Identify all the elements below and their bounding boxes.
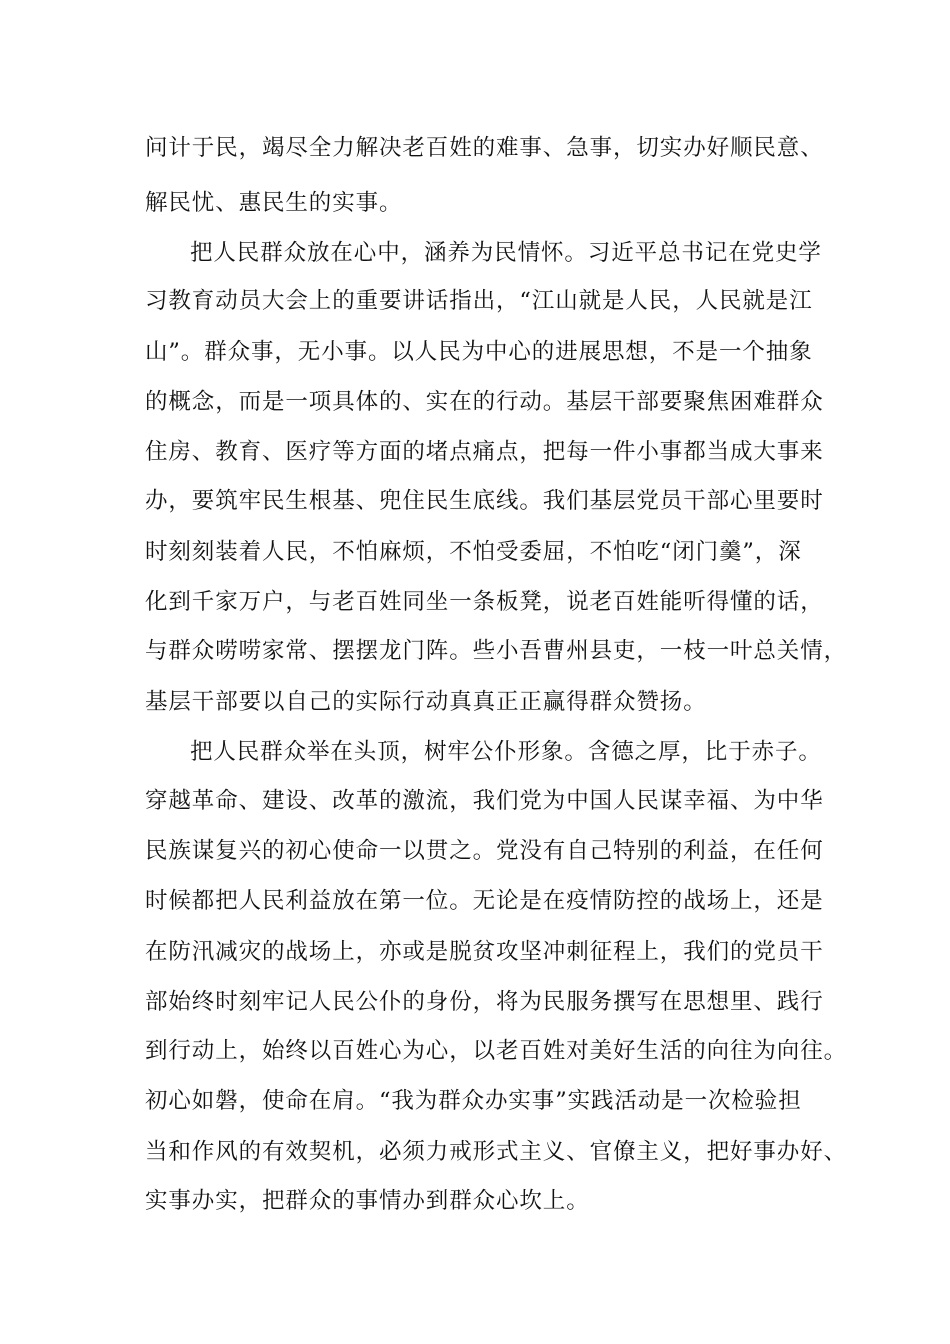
text-line: 住房、教育、医疗等方面的堵点痛点，把每一件小事都当成大事来 — [145, 439, 824, 465]
paragraph-start-line: 把人民群众举在头顶，树牢公仆形象。含德之厚，比于赤子。 — [190, 739, 822, 765]
text-line: 办，要筑牢民生根基、兜住民生底线。我们基层党员干部心里要时 — [145, 488, 824, 514]
text-line: 穿越革命、建设、改革的激流，我们党为中国人民谋幸福、为中华 — [145, 788, 824, 814]
text-line: 问计于民，竭尽全力解决老百姓的难事、急事，切实办好顺民意、 — [145, 135, 824, 161]
text-line: 在防汛减灾的战场上，亦或是脱贫攻坚冲刺征程上，我们的党员干 — [145, 939, 824, 965]
text-line: 到行动上，始终以百姓心为心，以老百姓对美好生活的向往为向往。 — [145, 1038, 848, 1064]
text-line: 时刻刻装着人民，不怕麻烦，不怕受委屈，不怕吃“闭门羹”，深 — [145, 539, 802, 565]
paragraph-start-line: 把人民群众放在心中，涵养为民情怀。习近平总书记在党史学 — [190, 240, 822, 266]
text-line: 初心如磐，使命在肩。“我为群众办实事”实践活动是一次检验担 — [145, 1088, 802, 1114]
text-line: 实事办实，把群众的事情办到群众心坎上。 — [145, 1188, 590, 1214]
text-line: 化到千家万户，与老百姓同坐一条板凳，说老百姓能听得懂的话， — [145, 589, 824, 615]
text-line: 民族谋复兴的初心使命一以贯之。党没有自己特别的利益，在任何 — [145, 838, 824, 864]
text-line: 的概念，而是一项具体的、实在的行动。基层干部要聚焦困难群众 — [145, 389, 824, 415]
text-line: 与群众唠唠家常、摆摆龙门阵。些小吾曹州县吏，一枝一叶总关情， — [145, 638, 848, 664]
text-line: 部始终时刻牢记人民公仆的身份，将为民服务撰写在思想里、践行 — [145, 989, 824, 1015]
text-line: 基层干部要以自己的实际行动真真正正赢得群众赞扬。 — [145, 689, 707, 715]
text-line: 习教育动员大会上的重要讲话指出，“江山就是人民，人民就是江 — [145, 288, 813, 314]
text-line: 山”。群众事，无小事。以人民为中心的进展思想，不是一个抽象 — [145, 339, 813, 365]
text-line: 当和作风的有效契机，必须力戒形式主义、官僚主义，把好事办好、 — [145, 1139, 848, 1165]
text-line: 解民忧、惠民生的实事。 — [145, 190, 403, 216]
text-line: 时候都把人民利益放在第一位。无论是在疫情防控的战场上，还是 — [145, 888, 824, 914]
